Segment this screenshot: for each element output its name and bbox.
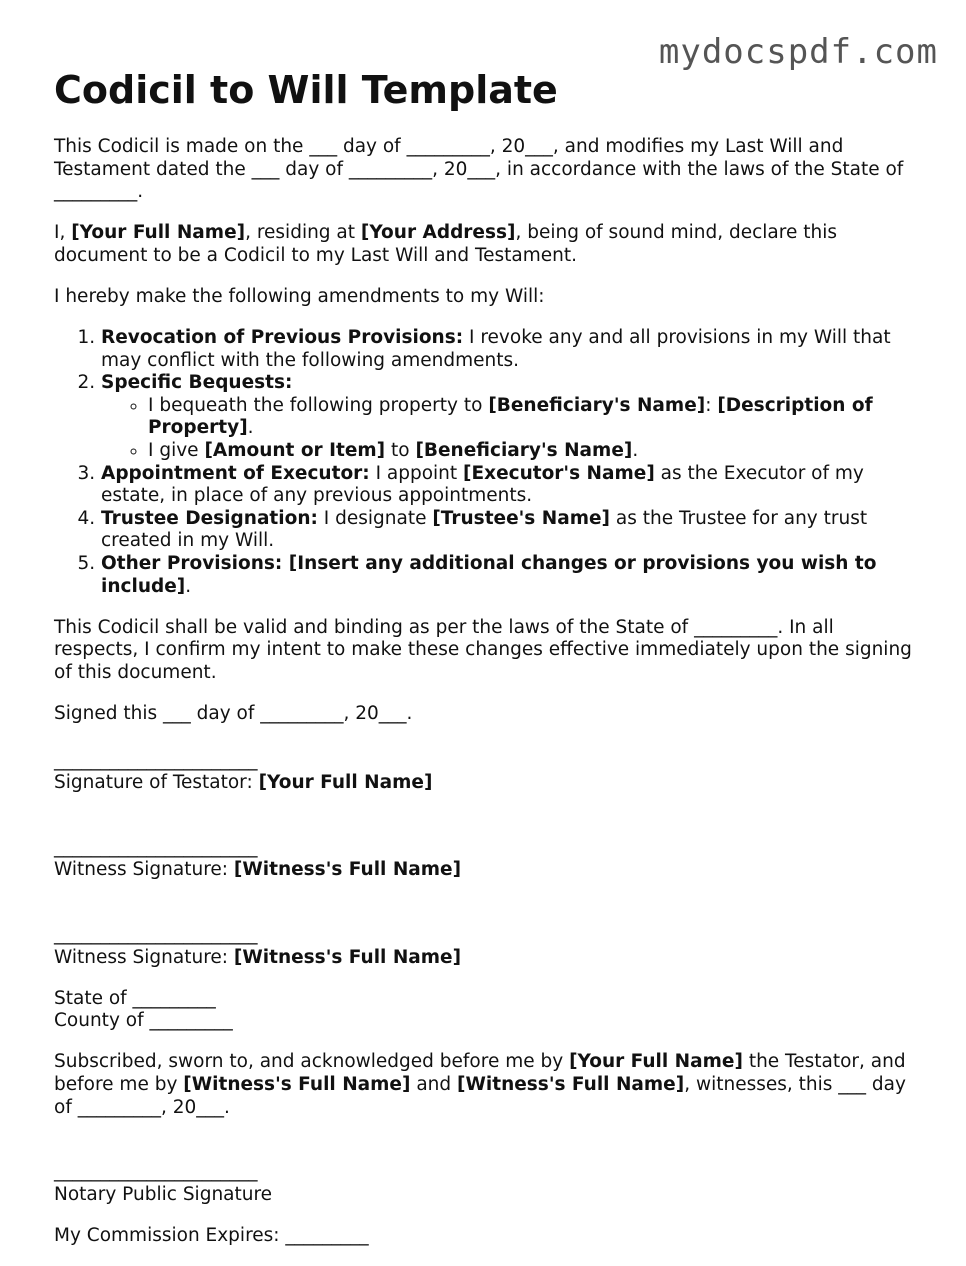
document-body — [54, 66, 914, 1266]
amendment-item-other: 5. Other Provisions: [Insert any additional changes or provisions you wish to include]. — [101, 553, 914, 598]
declaration-paragraph: I, [Your Full Name], residing at [Your Address], being of sound mind, declare this document to be a Codicil to my Last Will and Testament. — [54, 222, 837, 266]
state-county-block — [54, 988, 914, 1033]
witness-signature-label: Witness Signature: [Witness's Full Name] — [54, 859, 462, 881]
intro-paragraph: This Codicil is made on the ___ day of _________, 20___, and modifies my Last Will and Testament dated the ___ day of _________, 20___, in accordance with the laws of the State of _________. — [54, 136, 904, 203]
amendment-item-revocation: 1. Revocation of Previous Provisions: I revoke any and all provisions in my Will that may conflict with the following amendments. — [101, 327, 914, 372]
bequest-item: ◦ I bequeath the following property to [Beneficiary's Name]: [Description of Property]. — [148, 395, 914, 440]
amendment-item-executor: 3. Appointment of Executor: I appoint [Executor's Name] as the Executor of my estate, in place of any previous appointments. — [101, 463, 914, 508]
witness-signature-block — [54, 837, 914, 882]
notary-acknowledgment: Subscribed, sworn to, and acknowledged before me by [Your Full Name] the Testator, and before me by [Witness's Full Name] and [Witness's Full Name], witnesses, this ___ day of _________, 20___. — [54, 1051, 906, 1118]
amendment-item-bequests: 2. Specific Bequests: ◦ I bequeath the following property to [Beneficiary's Name]: [Description of Property]. ◦ I give [Amount or Item] to [Beneficiary's Name]. — [101, 372, 914, 462]
amendments-intro: I hereby make the following amendments to my Will: — [54, 285, 545, 307]
signed-date-line: Signed this ___ day of _________, 20___. — [54, 702, 413, 724]
your-address-placeholder: [Your Address] — [360, 222, 516, 244]
county-line: County of _________ — [54, 1010, 233, 1032]
state-line: State of _________ — [54, 987, 216, 1009]
site-watermark: mydocspdf.com — [658, 32, 938, 72]
signature-line: ______________________ — [54, 1161, 258, 1183]
amendments-list — [54, 327, 914, 598]
signature-line: ______________________ — [54, 836, 258, 858]
testator-signature-label: Signature of Testator: [Your Full Name] — [54, 772, 433, 794]
validity-paragraph: This Codicil shall be valid and binding as per the laws of the State of _________. In all respects, I confirm my intent to make these changes effective immediately upon the signing of this document. — [54, 616, 912, 683]
commission-expires-line: My Commission Expires: _________ — [54, 1224, 369, 1246]
notary-signature-label: Notary Public Signature — [54, 1183, 273, 1205]
your-name-placeholder: [Your Full Name] — [71, 222, 246, 244]
witness-signature-label: Witness Signature: [Witness's Full Name] — [54, 946, 462, 968]
signature-line: ______________________ — [54, 749, 258, 771]
testator-signature-block — [54, 750, 914, 795]
bequest-item: ◦ I give [Amount or Item] to [Beneficiary's Name]. — [148, 440, 914, 463]
bequests-sublist — [101, 395, 914, 463]
witness-signature-block — [54, 924, 914, 969]
amendment-item-trustee: 4. Trustee Designation: I designate [Trustee's Name] as the Trustee for any trust created in my Will. — [101, 508, 914, 553]
page-title: Codicil to Will Template — [54, 68, 558, 112]
notary-signature-block — [54, 1161, 914, 1206]
signature-line: ______________________ — [54, 923, 258, 945]
